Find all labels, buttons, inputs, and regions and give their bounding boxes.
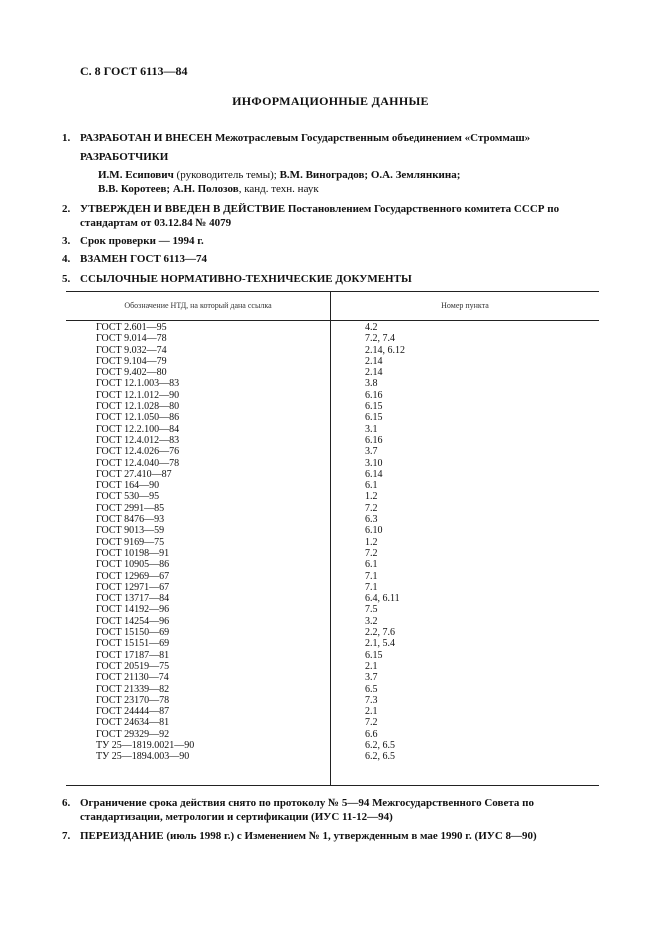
row-designation: ТУ 25—1819.0021—90 — [96, 739, 195, 751]
item-6-number: 6. — [62, 797, 71, 809]
table-row — [96, 367, 596, 378]
table-row — [96, 491, 596, 502]
row-clause: 1.2 — [365, 491, 378, 503]
row-designation: ГОСТ 21339—82 — [96, 683, 170, 695]
table-row — [96, 356, 596, 367]
row-clause: 3.10 — [365, 457, 383, 469]
table-row — [96, 751, 596, 762]
row-designation: ГОСТ 15150—69 — [96, 627, 170, 639]
row-designation: ГОСТ 530—95 — [96, 491, 160, 503]
row-designation: ГОСТ 21130—74 — [96, 672, 169, 684]
row-designation: ГОСТ 9.032—74 — [96, 344, 167, 356]
row-clause: 3.1 — [365, 423, 378, 435]
row-clause: 7.2, 7.4 — [365, 333, 395, 345]
row-clause: 7.5 — [365, 604, 378, 616]
item-2-text: УТВЕРЖДЕН И ВВЕДЕН В ДЕЙСТВИЕ Постановлением Государственного комитета СССР по стандартам от 03.12.84 № 4079 — [80, 203, 560, 229]
table-row — [96, 378, 596, 389]
table-bottom-rule — [66, 785, 599, 786]
row-clause: 7.1 — [365, 581, 378, 593]
row-clause: 7.2 — [365, 547, 378, 559]
row-designation: ГОСТ 2.601—95 — [96, 322, 167, 333]
table-row — [96, 706, 596, 717]
table-top-rule — [66, 291, 599, 292]
row-designation: ГОСТ 9.014—78 — [96, 333, 167, 345]
table-row — [96, 333, 596, 344]
row-designation: ГОСТ 10905—86 — [96, 559, 170, 571]
row-designation: ГОСТ 29329—92 — [96, 728, 170, 740]
item-6-text: Ограничение срока действия снято по протоколу № 5—94 Межгосударственного Совета по стандартизации, метрологии и сертификации (ИУС 11-12—94) — [80, 797, 534, 823]
table-header-rule — [66, 320, 599, 321]
item-5-text: ССЫЛОЧНЫЕ НОРМАТИВНО-ТЕХНИЧЕСКИЕ ДОКУМЕНТЫ — [80, 273, 412, 285]
table-row — [96, 458, 596, 469]
table-header-designation: Обозначение НТД, на который дана ссылка — [124, 301, 272, 310]
table-row — [96, 446, 596, 457]
table-row — [96, 616, 596, 627]
item-3-text: Срок проверки — 1994 г. — [80, 235, 204, 247]
row-clause: 6.1 — [365, 559, 378, 571]
table-row — [96, 412, 596, 423]
table-row — [96, 525, 596, 536]
row-clause: 3.7 — [365, 672, 378, 684]
row-clause: 2.14, 6.12 — [365, 344, 405, 356]
developers-list — [98, 168, 598, 196]
row-designation: ГОСТ 2991—85 — [96, 502, 165, 514]
table-row — [96, 401, 596, 412]
item-1-text: РАЗРАБОТАН И ВНЕСЕН Межотраслевым Государственным объединением «Строммаш» — [80, 132, 531, 144]
item-7-number: 7. — [62, 830, 71, 842]
row-clause: 2.14 — [365, 355, 383, 367]
row-clause: 6.1 — [365, 480, 378, 492]
row-clause: 6.2, 6.5 — [365, 751, 395, 763]
table-row — [96, 559, 596, 570]
row-clause: 7.1 — [365, 570, 378, 582]
developer-1: И.М. Есипович — [98, 169, 174, 181]
row-clause: 2.2, 7.6 — [365, 627, 395, 639]
item-7-text: ПЕРЕИЗДАНИЕ (июль 1998 г.) с Изменением № 1, утвержденным в мае 1990 г. (ИУС 8—90) — [80, 830, 537, 842]
row-designation: ГОСТ 9169—75 — [96, 536, 165, 548]
row-designation: ГОСТ 17187—81 — [96, 649, 170, 661]
row-clause: 6.15 — [365, 649, 383, 661]
row-clause: 7.2 — [365, 717, 378, 729]
table-row — [96, 582, 596, 593]
row-clause: 7.3 — [365, 694, 378, 706]
row-clause: 6.14 — [365, 468, 383, 480]
row-clause: 1.2 — [365, 536, 378, 548]
table-row — [96, 604, 596, 615]
table-row — [96, 514, 596, 525]
table-row — [96, 695, 596, 706]
item-4-number: 4. — [62, 253, 71, 265]
table-row — [96, 661, 596, 672]
table-row — [96, 480, 596, 491]
row-designation: ГОСТ 14192—96 — [96, 604, 170, 616]
row-designation: ГОСТ 10198—91 — [96, 547, 170, 559]
row-designation: ГОСТ 12971—67 — [96, 581, 170, 593]
item-1-number: 1. — [62, 132, 71, 144]
table-row — [96, 322, 596, 333]
row-designation: ГОСТ 12.1.012—90 — [96, 389, 180, 401]
row-clause: 6.16 — [365, 434, 383, 446]
table-row — [96, 650, 596, 661]
row-clause: 3.2 — [365, 615, 378, 627]
page-header: С. 8 ГОСТ 6113—84 — [80, 64, 188, 78]
row-designation: ГОСТ 12.1.028—80 — [96, 401, 180, 413]
row-designation: ГОСТ 164—90 — [96, 480, 160, 492]
row-clause: 6.10 — [365, 525, 383, 537]
item-2-number: 2. — [62, 203, 71, 215]
table-body — [96, 322, 596, 763]
row-clause: 6.3 — [365, 514, 378, 526]
row-clause: 2.1 — [365, 706, 378, 718]
row-clause: 6.15 — [365, 401, 383, 413]
table-row — [96, 469, 596, 480]
table-row — [96, 548, 596, 559]
row-clause: 6.16 — [365, 389, 383, 401]
row-clause: 7.2 — [365, 502, 378, 514]
row-designation: ГОСТ 12969—67 — [96, 570, 170, 582]
table-row — [96, 345, 596, 356]
item-5-number: 5. — [62, 273, 71, 285]
item-4-text: ВЗАМЕН ГОСТ 6113—74 — [80, 253, 207, 265]
item-5 — [62, 272, 602, 286]
references-table — [66, 291, 599, 786]
table-row — [96, 571, 596, 582]
developer-3-role: , канд. техн. наук — [238, 183, 319, 195]
table-row — [96, 672, 596, 683]
row-clause: 6.15 — [365, 412, 383, 424]
row-designation: ГОСТ 20519—75 — [96, 660, 170, 672]
row-clause: 6.5 — [365, 683, 378, 695]
item-4 — [62, 252, 602, 266]
table-header-clause: Номер пункта — [441, 301, 489, 310]
row-designation: ГОСТ 14254—96 — [96, 615, 170, 627]
item-1 — [62, 131, 602, 145]
row-clause: 3.7 — [365, 446, 378, 458]
row-designation: ГОСТ 15151—69 — [96, 638, 170, 650]
row-designation: ГОСТ 12.2.100—84 — [96, 423, 180, 435]
row-clause: 6.2, 6.5 — [365, 739, 395, 751]
item-7 — [62, 829, 602, 843]
table-row — [96, 638, 596, 649]
row-clause: 2.1 — [365, 660, 378, 672]
table-row — [96, 627, 596, 638]
row-designation: ГОСТ 12.4.026—76 — [96, 446, 180, 458]
row-designation: ГОСТ 13717—84 — [96, 593, 170, 605]
table-row — [96, 390, 596, 401]
row-clause: 6.4, 6.11 — [365, 593, 400, 605]
row-designation: ГОСТ 12.4.012—83 — [96, 434, 180, 446]
table-row — [96, 684, 596, 695]
item-3-number: 3. — [62, 235, 71, 247]
item-2 — [62, 202, 602, 230]
row-clause: 4.2 — [365, 322, 378, 333]
row-designation: ГОСТ 9.402—80 — [96, 367, 167, 379]
page-title: ИНФОРМАЦИОННЫЕ ДАННЫЕ — [232, 94, 429, 108]
developer-3: В.В. Коротеев; А.Н. Полозов — [98, 183, 239, 195]
table-row — [96, 503, 596, 514]
row-clause: 2.1, 5.4 — [365, 638, 395, 650]
row-designation: ГОСТ 23170—78 — [96, 694, 170, 706]
developer-1-role: (руководитель темы); — [173, 169, 280, 181]
row-designation: ТУ 25—1894.003—90 — [96, 751, 190, 763]
table-row — [96, 537, 596, 548]
item-3 — [62, 234, 602, 248]
row-clause: 2.14 — [365, 367, 383, 379]
row-designation: ГОСТ 24634—81 — [96, 717, 170, 729]
table-row — [96, 424, 596, 435]
table-row — [96, 740, 596, 751]
developer-2: В.М. Виноградов; О.А. Землянкина; — [279, 169, 461, 181]
row-designation: ГОСТ 8476—93 — [96, 514, 165, 526]
row-designation: ГОСТ 24444—87 — [96, 706, 170, 718]
item-6 — [62, 796, 602, 824]
row-designation: ГОСТ 27.410—87 — [96, 468, 172, 480]
row-designation: ГОСТ 12.1.003—83 — [96, 378, 180, 390]
table-row — [96, 717, 596, 728]
row-clause: 6.6 — [365, 728, 378, 740]
row-designation: ГОСТ 9013—59 — [96, 525, 165, 537]
row-designation: ГОСТ 9.104—79 — [96, 355, 167, 367]
table-row — [96, 593, 596, 604]
table-row — [96, 729, 596, 740]
table-row — [96, 435, 596, 446]
developers-heading: РАЗРАБОТЧИКИ — [80, 151, 169, 163]
row-designation: ГОСТ 12.1.050—86 — [96, 412, 180, 424]
row-designation: ГОСТ 12.4.040—78 — [96, 457, 180, 469]
row-clause: 3.8 — [365, 378, 378, 390]
